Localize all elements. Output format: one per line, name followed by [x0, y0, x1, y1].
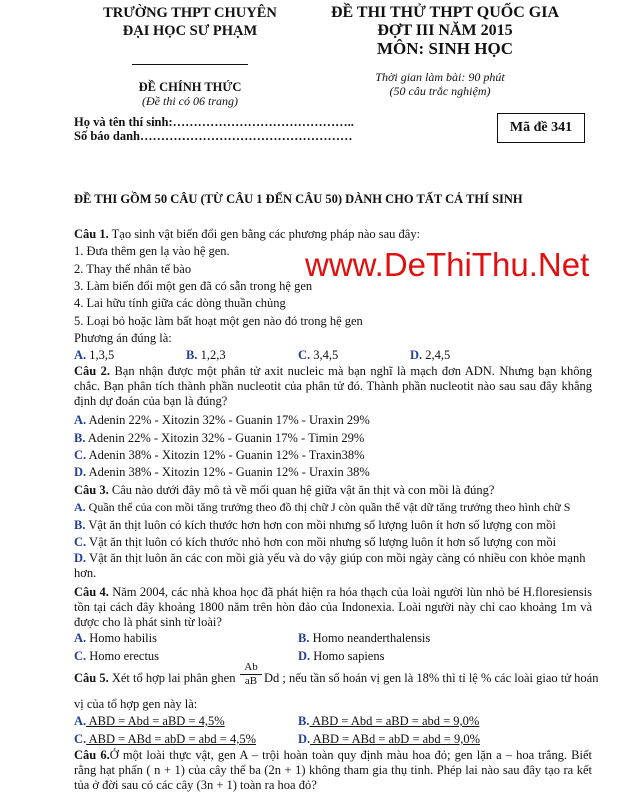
q1-stem: [74, 226, 420, 242]
q3-option-a[interactable]: A. Quần thể của con mồi tăng trưởng theo đồ thị chữ J còn quần thể vật dữ tăng trưởng theo hình chữ S: [74, 500, 571, 514]
header-divider-left: [132, 64, 248, 65]
q2-stem: [74, 364, 592, 409]
q1-answer-prompt: Phương án đúng là:: [74, 331, 172, 345]
q5-option-b[interactable]: B. ABD = Abd = aBD = abd = 9,0%: [298, 714, 480, 728]
q6-number: Câu 6.: [74, 748, 110, 762]
section-title: ĐỀ THI GỒM 50 CÂU (TỪ CÂU 1 ĐẾN CÂU 50) DÀNH CHO TẤT CẢ THÍ SINH: [74, 192, 523, 206]
official-label: ĐỀ CHÍNH THỨC: [138, 80, 242, 94]
school-line-1: TRƯỜNG THPT CHUYÊN: [103, 5, 277, 21]
exam-line-1: ĐỀ THI THỬ THPT QUỐC GIA: [330, 4, 560, 21]
q1-option-c[interactable]: C. 3,4,5: [298, 348, 339, 362]
school-name: [95, 4, 285, 40]
genotype-fraction: [240, 661, 262, 688]
q1-text: Tạo sinh vật biến đổi gen bằng các phương pháp nào sau đây:: [108, 227, 421, 241]
q5-text-b: Dd ; nếu tần số hoán vị gen là 18% thì tỉ lệ % các loài giao tử hoán: [264, 671, 599, 685]
q5-option-a[interactable]: A. ABD = Abd = aBD = 4,5%: [74, 714, 225, 728]
q2-option-d[interactable]: D. Adenin 38% - Xitozin 12% - Guanin 12% - Uraxin 38%: [74, 465, 370, 479]
q1-item: 4. Lai hữu tính giữa các dòng thuần chủng: [74, 296, 286, 310]
pages-note: (Đề thi có 06 trang): [142, 94, 238, 108]
q4-stem: [74, 585, 592, 630]
exam-line-2: ĐỢT III NĂM 2015: [377, 22, 513, 39]
exam-title: [295, 4, 595, 58]
fraction-denominator: aB: [244, 675, 258, 687]
q1-item: 2. Thay thế nhân tế bào: [74, 262, 192, 276]
q6-text: Ở một loài thực vật, gen A – trội hoàn toàn quy định màu hoa đỏ; gen lặn a – hoa trắng. Biết rằng hạt phấn ( n + 1) của cây thể ba (2n + 1) không tham gia thụ tinh. Phép lai nào sau đây tạo ra kết tủa ở đời sau có các cây (3n + 1) toàn ra hoa đỏ?: [74, 748, 593, 792]
school-line-2: ĐẠI HỌC SƯ PHẠM: [122, 23, 258, 39]
q2-number: Câu 2.: [74, 364, 111, 378]
q5-number: Câu 5.: [74, 671, 109, 685]
q4-option-c[interactable]: C. Homo erectus: [74, 649, 160, 663]
q1-number: Câu 1.: [74, 227, 109, 241]
q5-stem: [74, 670, 235, 686]
q3-option-b[interactable]: B. Vật ăn thịt luôn có kích thước hơn hơn con mồi nhưng số lượng luôn ít hơn số lượng con mồi: [74, 518, 556, 532]
q5-option-d[interactable]: D. ABD = ABd = abD = abd = 9,0%: [298, 732, 481, 746]
q1-item: 1. Đưa thêm gen lạ vào hệ gen.: [74, 244, 230, 258]
q1-item: 5. Loại bỏ hoặc làm bất hoạt một gen nào đó trong hệ gen: [74, 314, 363, 328]
q4-number: Câu 4.: [74, 585, 109, 599]
fraction-numerator: Ab: [240, 661, 262, 675]
q2-text: Bạn nhận được một phân tử axit nucleic mà bạn nghĩ là mạch đơn ADN. Nhưng bạn không chắc. Bạn phân tích thành phần nucleotit của phân tử đó. Thành phần nucleotit nào sau sau đây khẳng định dự đoán của bạn là đúng?: [74, 364, 592, 408]
exam-time: Thời gian làm bài: 90 phút: [375, 70, 505, 84]
exam-code-box: [497, 113, 585, 143]
q4-text: Năm 2004, các nhà khoa học đã phát hiện ra hóa thạch của loài người lùn nhỏ bé H.floresiensis tồn tại cách đây khoảng 1800 năm trên hòn đảo của Indonexia. Loài người này chỉ cao khoảng 1m và được cho là phát sinh từ loài?: [74, 585, 592, 629]
candidate-id-field[interactable]: Số báo danh……………………………………………: [74, 129, 353, 143]
q3-number: Câu 3.: [74, 483, 109, 497]
q3-option-d[interactable]: D. Vật ăn thịt luôn ăn các con mồi già yếu và do vậy giúp con mồi ngày càng có nhiều con khỏe mạnh hơn.: [74, 551, 586, 580]
q1-option-a[interactable]: A. 1,3,5: [74, 348, 115, 362]
q4-option-a[interactable]: A. Homo habilis: [74, 631, 157, 645]
q4-option-d[interactable]: D. Homo sapiens: [298, 649, 385, 663]
q3-stem: [74, 482, 494, 498]
candidate-name-field[interactable]: Họ và tên thí sinh:……………………………………..: [74, 115, 354, 129]
question-count: (50 câu trắc nghiệm): [389, 84, 491, 98]
q2-option-b[interactable]: B. Adenin 22% - Xitozin 32% - Guanin 17% - Timin 29%: [74, 431, 365, 445]
q3-option-c[interactable]: C. Vật ăn thịt luôn có kích thước nhỏ hơn con mồi nhưng số lượng luôn ít hơn số lượng con mồi: [74, 535, 557, 549]
q5-text-a: Xét tổ hợp lai phân ghen: [108, 671, 236, 685]
subject: MÔN: SINH HỌC: [377, 39, 513, 58]
q2-option-c[interactable]: C. Adenin 38% - Xitozin 12% - Guanin 12% - Traxin38%: [74, 448, 365, 462]
q1-option-d[interactable]: D. 2,4,5: [410, 348, 451, 362]
q5-text-c: vị của tổ hợp gen này là:: [74, 697, 198, 711]
q2-option-a[interactable]: A. Adenin 22% - Xitozin 32% - Guanin 17% - Uraxin 29%: [74, 413, 370, 427]
q3-text: Câu nào dưới đây mô tả về mối quan hệ giữa vật ăn thịt và con mồi là đúng?: [108, 483, 495, 497]
q1-item: 3. Làm biến đổi một gen đã có sẵn trong hệ gen: [74, 279, 313, 293]
q1-option-b[interactable]: B. 1,2,3: [186, 348, 226, 362]
exam-code: Mã đề 341: [509, 120, 573, 135]
q6-stem: [74, 748, 592, 793]
watermark: www.DeThiThu.Net: [305, 246, 590, 283]
q4-option-b[interactable]: B. Homo neanderthalensis: [298, 631, 431, 645]
q5-option-c[interactable]: C. ABD = ABd = abD = abd = 4,5%: [74, 732, 257, 746]
